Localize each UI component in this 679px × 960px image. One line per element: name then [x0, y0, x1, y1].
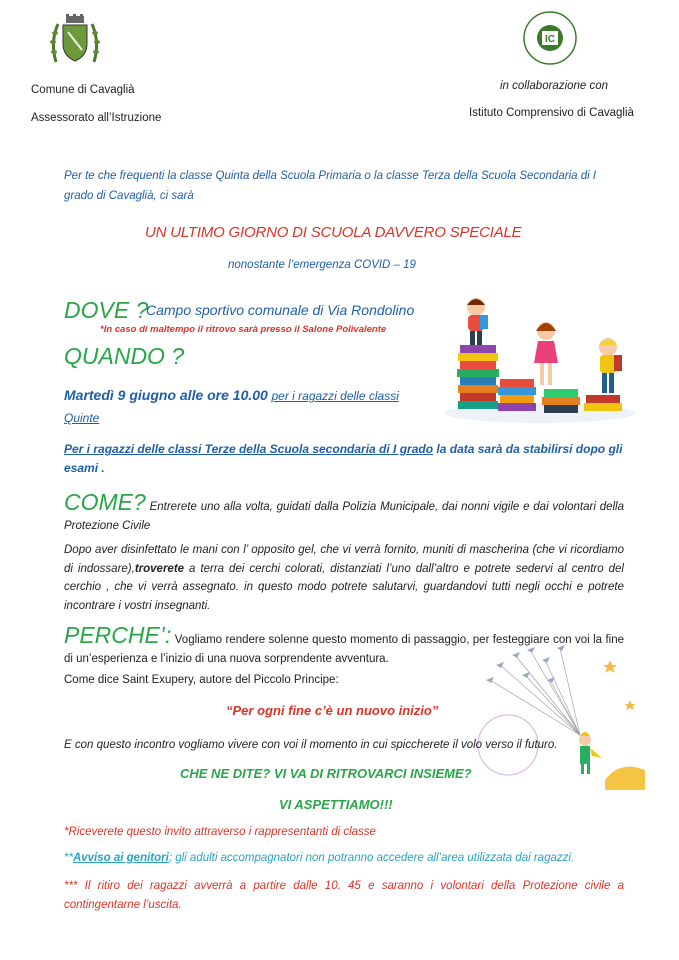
- perche-quote: “Per ogni fine c’è un nuovo inizio”: [226, 703, 439, 718]
- footnote-1: *Riceverete questo invito attraverso i rappresentanti di classe: [64, 826, 376, 838]
- come-text: Entrerete uno alla volta, guidati dalla Polizia Municipale, dai nonni vigile e dai volontari della Protezione Civile: [64, 501, 624, 532]
- terze-rest: la data sarà da stabilirsi dopo gli esami .: [64, 442, 623, 475]
- footnote-2-link: Avviso ai genitori: [72, 852, 169, 864]
- perche-closing: E con questo incontro vogliamo vivere con voi il momento in cui spiccherete il volo verso il futuro.: [64, 739, 558, 751]
- cta-invite: VI ASPETTIAMO!!!: [279, 797, 393, 812]
- coat-of-arms-logo: [48, 12, 102, 68]
- footnote-2-text: ; gli adulti accompagnatori non potranno accedere all’area utilizzata dai ragazzi.: [168, 852, 575, 864]
- subtitle: nonostante l’emergenza COVID – 19: [228, 259, 416, 271]
- footnote-2-prefix: **: [64, 852, 73, 864]
- cta-question: CHE NE DITE? VI VA DI RITROVARCI INSIEME?: [180, 766, 472, 781]
- intro-text: Per te che frequenti la classe Quinta della Scuola Primaria o la classe Terza della Scuola Secondaria di I grado di Cavaglià, ci sarà: [64, 170, 597, 202]
- school-logo: [522, 10, 578, 66]
- main-title: UN ULTIMO GIORNO DI SCUOLA DAVVERO SPECIALE: [145, 224, 522, 241]
- come-para-end: a terra dei cerchi colorati, distanziati l’uno dall’altro e potrete sedervi al centro del cerchio , che vi verrà assegnato. in questo modo potrete salutarvi, guardandovi tutti negli occhi e potrete incontrare i vostri insegnanti.: [64, 562, 624, 612]
- children-books-illustration: [440, 285, 640, 425]
- quando-label: QUANDO ?: [64, 343, 185, 369]
- header-right-line2: Istituto Comprensivo di Cavaglià: [469, 107, 634, 119]
- perche-text: Vogliamo rendere solenne questo momento di passaggio, per festeggiare con voi la fine di un’esperienza e l’inizio di una nuova sorprendente avventura.: [64, 634, 624, 665]
- quando-date: Martedì 9 giugno alle ore 10.00: [64, 387, 268, 403]
- school-logo-monogram: IC: [545, 34, 555, 45]
- footnote-3: *** Il ritiro dei ragazzi avverrà a partire dalle 10. 45 e saranno i volontari della Protezione civile a contingentarne l’uscita.: [64, 880, 624, 911]
- quando-date-line: [64, 385, 429, 429]
- terze-line: [64, 440, 624, 478]
- header-left-line1: Comune di Cavaglià: [31, 84, 135, 96]
- perche-quote-intro: Come dice Saint Exupery, autore del Piccolo Principe:: [64, 674, 339, 686]
- come-para-bold: troverete: [134, 562, 185, 575]
- come-block: [64, 489, 624, 535]
- perche-label: PERCHE’:: [64, 622, 172, 648]
- terze-underlined: Per i ragazzi delle classi Terze della Scuola secondaria di I grado: [64, 442, 434, 456]
- dove-note: *In caso di maltempo il ritrovo sarà presso il Salone Polivalente: [100, 324, 387, 335]
- come-label: COME?: [64, 489, 146, 515]
- header-right-line1: in collaborazione con: [500, 80, 609, 92]
- header-left-line2: Assessorato all’Istruzione: [31, 112, 162, 124]
- come-para-start: Dopo aver disinfettato le mani con l’ opposito gel, che vi verrà fornito, muniti di mascherina (che vi ricordiamo di indossare),: [64, 544, 624, 575]
- dove-text: Campo sportivo comunale di Via Rondolino: [146, 302, 415, 318]
- footnote-2: [64, 852, 624, 864]
- come-paragraph: [64, 541, 624, 615]
- dove-label: DOVE ?: [64, 297, 149, 323]
- quando-date-rest: per i ragazzi delle classi Quinte: [64, 389, 399, 425]
